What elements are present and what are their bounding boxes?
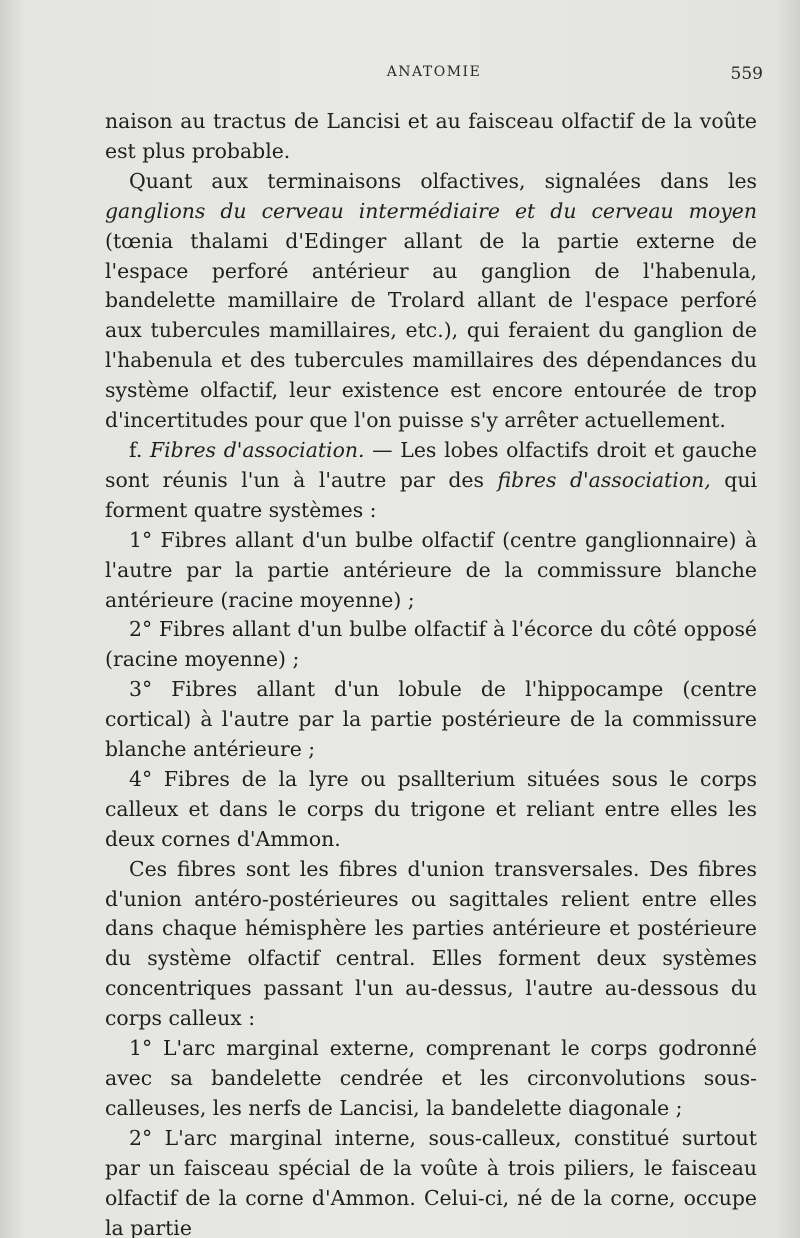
text-run: — Les lobes olfactifs droit et gauche sont réunis l'un à l'autre par des	[105, 437, 757, 492]
text-run: 2° L'arc marginal interne, sous-calleux, constitué surtout par un faisceau spécial de la voûte à trois piliers, le faisceau olfactif de la corne d'Ammon. Celui-ci, né de la corne, occupe la partie	[105, 1125, 757, 1238]
page-header	[105, 64, 763, 88]
paragraph-association-fibres	[105, 436, 757, 526]
list-item-4	[105, 765, 757, 855]
list-item-arc-2	[105, 1124, 757, 1238]
italic-run: ganglions du cerveau intermédiaire et du cerveau moyen	[105, 198, 757, 223]
text-run: Quant aux terminaisons olfactives, signalées dans les	[129, 168, 757, 193]
running-head: ANATOMIE	[386, 64, 482, 80]
list-item-3	[105, 675, 757, 765]
text-run: naison au tractus de Lancisi et au faisceau olfactif de la voûte est plus probable.	[105, 109, 757, 163]
text-run: 1° L'arc marginal externe, comprenant le corps godronné avec sa bandelette cendrée et les circonvolutions sous-calleuses, les nerfs de Lancisi, la bandelette diagonale ;	[105, 1036, 757, 1120]
list-item-arc-1	[105, 1034, 757, 1124]
text-run: 3° Fibres allant d'un lobule de l'hippocampe (centre cortical) à l'autre par la partie postérieure de la commissure blanche antérieure ;	[105, 677, 757, 762]
italic-run: fibres d'association,	[497, 467, 711, 492]
body-text	[105, 107, 757, 1238]
text-run: Ces fibres sont les fibres d'union transversales. Des fibres d'union antéro-postérieures ou sagittales relient entre elles dans chaque hémisphère les parties antérieure et postérieure du système olfactif central. Elles forment deux systèmes concentriques passant l'un au-dessus, l'autre au-dessous du corps calleux :	[105, 856, 757, 1031]
text-run: qui forment quatre systèmes :	[105, 467, 757, 522]
text-run: 2° Fibres allant d'un bulbe olfactif à l'écorce du côté opposé (racine moyenne) ;	[105, 617, 757, 672]
text-run: 1° Fibres allant d'un bulbe olfactif (centre ganglionnaire) à l'autre par la partie antérieure de la commissure blanche antérieure (racine moyenne) ;	[105, 527, 757, 612]
paragraph-olfactory-terminations	[105, 167, 757, 436]
paragraph-union-fibres	[105, 855, 757, 1034]
text-run: (tœnia thalami d'Edinger allant de la partie externe de l'espace perforé antérieur au ganglion de l'habenula, bandelette mamillaire de Trolard allant de l'espace perforé aux tubercules mamillaires, etc.), qui feraient du ganglion de l'habenula et des tubercules mamillaires des dépendances du système olfactif, leur existence est encore entourée de trop d'incertitudes pour que l'on puisse s'y arrêter actuellement.	[105, 228, 757, 433]
paragraph-continuation	[105, 107, 757, 167]
section-letter: f.	[129, 437, 151, 462]
list-item-1	[105, 526, 757, 616]
section-heading: Fibres d'association.	[150, 437, 365, 462]
page-number: 559	[730, 64, 763, 84]
text-run: 4° Fibres de la lyre ou psallterium situées sous le corps calleux et dans le corps du trigone et reliant entre elles les deux cornes d'Ammon.	[105, 766, 757, 851]
list-item-2	[105, 615, 757, 675]
